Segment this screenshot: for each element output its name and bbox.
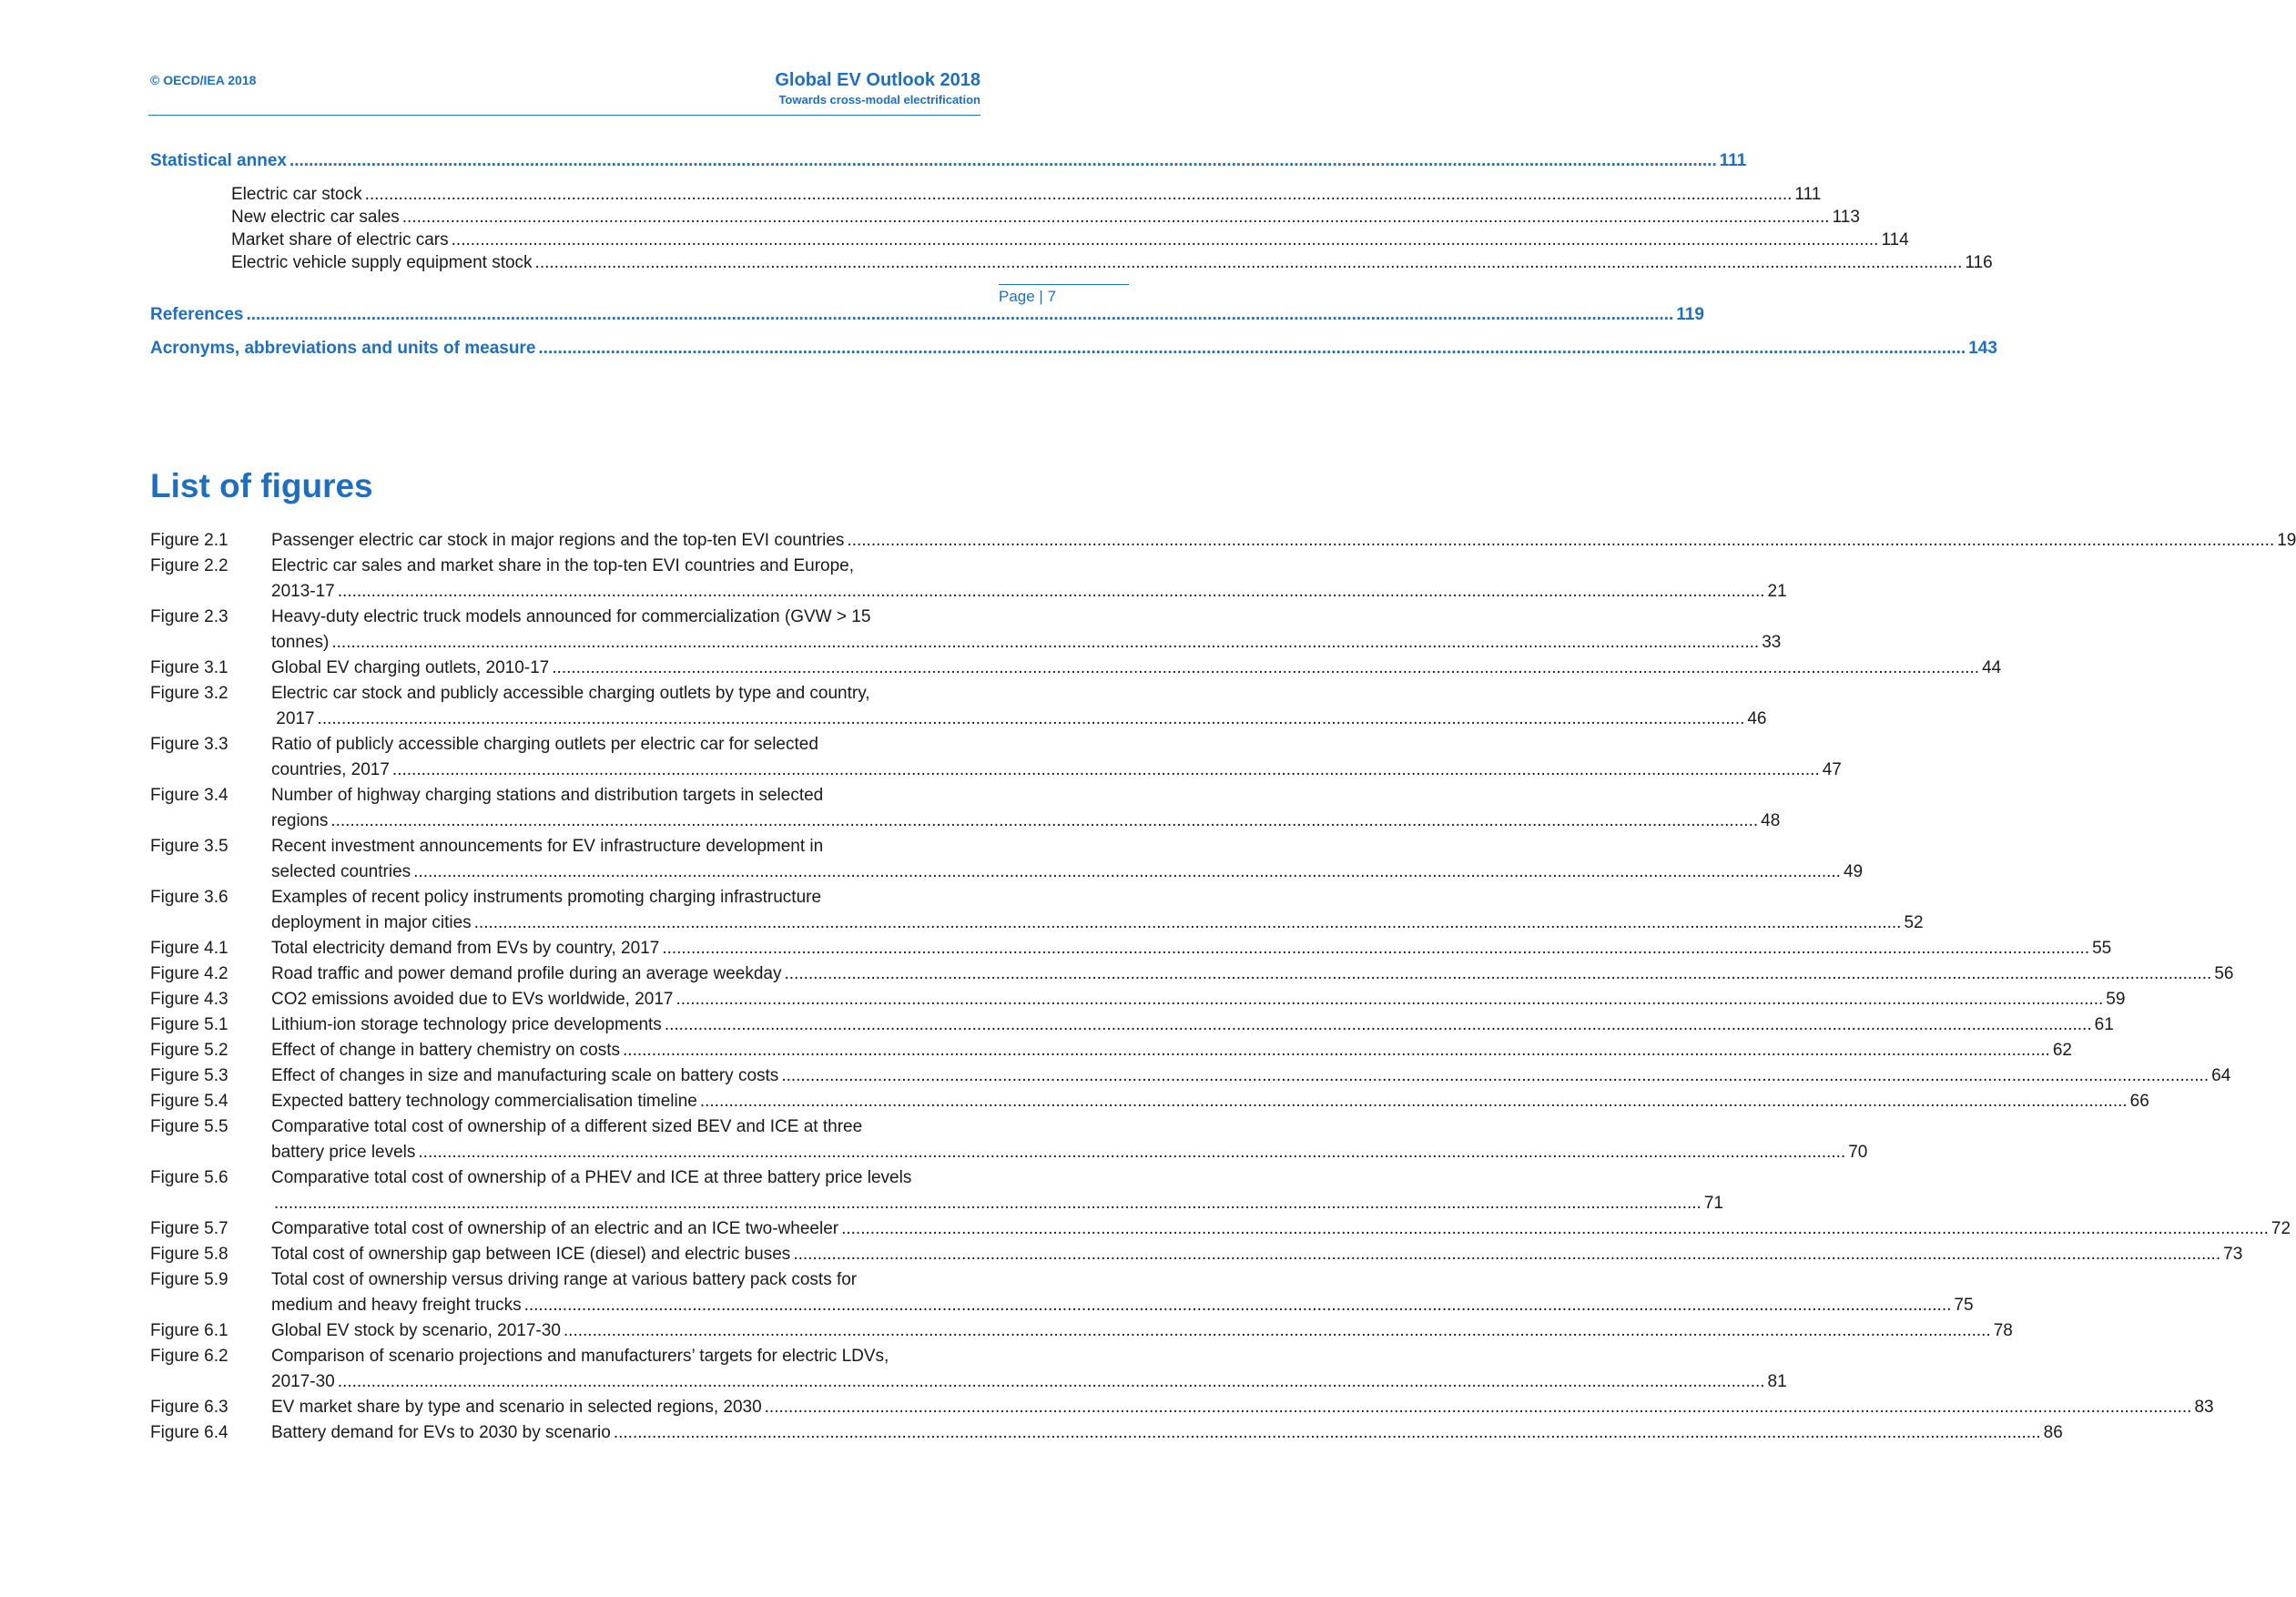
figure-page: 46 <box>1747 709 1767 728</box>
figure-leader-dots <box>841 1216 2269 1242</box>
figure-caption-text: countries, 2017 <box>271 760 390 779</box>
toc-entry[interactable] <box>150 305 1704 331</box>
figure-caption-line: Comparative total cost of ownership of a different sized BEV and ICE at three <box>271 1117 863 1136</box>
figure-page: 55 <box>2092 939 2112 958</box>
figure-caption-final-line <box>271 1191 1723 1216</box>
figure-number: Figure 6.3 <box>150 1398 229 1417</box>
figure-entry[interactable] <box>150 554 1787 605</box>
figure-caption-final-line <box>271 707 1767 732</box>
figure-caption-final-line <box>271 1140 1867 1165</box>
figure-caption-text: Global EV stock by scenario, 2017-30 <box>271 1321 561 1340</box>
toc-leader-dots <box>452 230 1879 250</box>
figure-caption-final-line <box>271 528 2296 554</box>
figure-caption-text: selected countries <box>271 862 411 881</box>
figure-caption-text: regions <box>271 811 329 830</box>
figure-caption-final-line <box>271 656 2001 681</box>
figure-leader-dots <box>676 987 2103 1012</box>
figure-number: Figure 5.3 <box>150 1066 229 1085</box>
figure-caption-text: 2013-17 <box>271 582 335 601</box>
figure-leader-dots <box>524 1293 1952 1318</box>
figure-caption-line: Comparative total cost of ownership of a PHEV and ICE at three battery price levels <box>271 1168 912 1187</box>
figure-caption-final-line <box>271 1369 1787 1395</box>
toc-entry-page: 111 <box>1719 151 1747 170</box>
figure-caption-final-line <box>271 936 2111 961</box>
figure-page: 64 <box>2211 1066 2231 1085</box>
figure-leader-dots <box>392 758 1820 783</box>
figure-caption <box>271 554 1787 605</box>
figure-caption-line: Comparison of scenario projections and manufacturers’ targets for electric LDVs, <box>271 1347 889 1366</box>
figure-number: Figure 3.2 <box>150 684 229 703</box>
figure-caption <box>271 1242 2242 1267</box>
figure-caption-line: Heavy-duty electric truck models announced for commercialization (GVW > 15 <box>271 607 871 626</box>
figure-number: Figure 3.4 <box>150 786 229 805</box>
figure-number: Figure 5.8 <box>150 1245 229 1264</box>
figure-caption <box>271 885 1924 936</box>
figure-page: 75 <box>1954 1296 1974 1315</box>
figure-caption-final-line <box>271 579 1787 605</box>
figure-caption-final-line <box>271 1242 2242 1267</box>
figure-caption-final-line <box>271 758 1842 783</box>
figure-entry[interactable] <box>150 656 2002 681</box>
figure-caption <box>271 834 1863 885</box>
figure-entry[interactable] <box>150 1318 2013 1344</box>
figure-caption <box>271 1395 2214 1420</box>
figure-caption-text: Total electricity demand from EVs by country, 2017 <box>271 939 660 958</box>
figure-entry[interactable] <box>150 961 2234 987</box>
figure-caption <box>271 1165 1723 1216</box>
toc-entry[interactable] <box>150 151 1747 177</box>
figure-caption <box>271 1267 1974 1318</box>
figure-entry[interactable] <box>150 681 1767 732</box>
figure-page: 83 <box>2194 1398 2214 1417</box>
figure-leader-dots <box>413 860 1841 885</box>
figure-number: Figure 4.3 <box>150 990 229 1009</box>
figure-caption-text: 2017 <box>271 709 315 728</box>
figure-leader-dots <box>418 1140 1845 1165</box>
toc-entry[interactable] <box>150 339 1997 364</box>
figure-caption <box>271 1038 2072 1063</box>
toc-entry-title: New electric car sales <box>231 208 400 227</box>
figure-entry[interactable] <box>150 885 1924 936</box>
figure-entry[interactable] <box>150 1344 1787 1395</box>
figure-leader-dots <box>623 1038 2050 1063</box>
figure-entry[interactable] <box>150 936 2112 961</box>
figure-number: Figure 6.1 <box>150 1321 229 1340</box>
figure-caption-final-line <box>271 910 1924 936</box>
figure-caption <box>271 528 2296 554</box>
figure-number: Figure 5.4 <box>150 1092 229 1111</box>
figure-caption-final-line <box>271 809 1780 834</box>
figure-caption-line: Number of highway charging stations and distribution targets in selected <box>271 786 824 805</box>
figure-caption-final-line <box>271 987 2125 1012</box>
figure-caption <box>271 1216 2291 1242</box>
page-number: Page | 7 <box>999 288 1057 305</box>
header-subtitle: Towards cross-modal electrification <box>778 93 980 107</box>
figure-entry[interactable] <box>150 987 2126 1012</box>
figure-caption-final-line <box>271 1420 2063 1446</box>
figure-entry[interactable] <box>150 732 1842 783</box>
figure-caption-text: Total cost of ownership gap between ICE (diesel) and electric buses <box>271 1245 791 1264</box>
figure-entry[interactable] <box>150 783 1781 834</box>
figure-number: Figure 3.6 <box>150 888 229 907</box>
figure-caption-text: battery price levels <box>271 1143 416 1162</box>
toc-entry-title: Acronyms, abbreviations and units of measure <box>150 339 536 358</box>
figure-page: 49 <box>1843 862 1864 881</box>
figure-page: 86 <box>2043 1423 2063 1442</box>
figure-leader-dots <box>785 961 2212 987</box>
figure-leader-dots <box>338 1369 1765 1395</box>
toc-entry-title: Statistical annex <box>150 151 287 170</box>
figure-entry[interactable] <box>150 1242 2243 1267</box>
figure-number: Figure 5.9 <box>150 1270 229 1289</box>
figure-caption <box>271 605 1781 656</box>
figure-caption-final-line <box>271 1395 2214 1420</box>
figure-entry[interactable] <box>150 1114 1868 1165</box>
figure-number: Figure 2.2 <box>150 556 229 575</box>
figure-number: Figure 5.2 <box>150 1041 229 1060</box>
figure-caption-line: Total cost of ownership versus driving range at various battery pack costs for <box>271 1270 858 1289</box>
figure-caption-final-line <box>271 1318 2013 1344</box>
figure-caption-final-line <box>271 630 1781 656</box>
figure-leader-dots <box>700 1089 2128 1114</box>
figure-caption-final-line <box>271 1063 2230 1089</box>
figure-caption-line: Electric car sales and market share in the top-ten EVI countries and Europe, <box>271 556 854 575</box>
figure-entry[interactable] <box>150 528 2296 554</box>
figure-leader-dots <box>552 656 1979 681</box>
figure-leader-dots <box>847 528 2274 554</box>
toc-entry-title: Electric car stock <box>231 185 362 204</box>
figure-caption <box>271 1344 1787 1395</box>
figure-entry[interactable] <box>150 1012 2114 1038</box>
figure-caption <box>271 936 2111 961</box>
figure-number: Figure 5.6 <box>150 1168 229 1187</box>
figure-number: Figure 2.1 <box>150 531 229 550</box>
page-number-divider <box>999 284 1129 285</box>
figure-caption-text: Battery demand for EVs to 2030 by scenario <box>271 1423 611 1442</box>
toc-leader-dots <box>402 208 1830 228</box>
figure-caption <box>271 987 2125 1012</box>
toc-entry-page: 113 <box>1832 208 1860 227</box>
figure-leader-dots <box>614 1420 2041 1446</box>
toc-entry[interactable] <box>231 208 1860 233</box>
figure-caption-text: CO2 emissions avoided due to EVs worldwide, 2017 <box>271 990 674 1009</box>
figure-entry[interactable] <box>150 1395 2214 1420</box>
figure-caption <box>271 1420 2063 1446</box>
toc-entry-page: 119 <box>1676 305 1704 324</box>
figure-caption-text: Road traffic and power demand profile during an average weekday <box>271 964 782 983</box>
figure-caption <box>271 1318 2013 1344</box>
figure-page: 59 <box>2106 990 2126 1009</box>
figure-leader-dots <box>338 579 1765 605</box>
toc-entry-page: 143 <box>1968 339 1997 358</box>
figure-entry[interactable] <box>150 605 1782 656</box>
figure-leader-dots <box>474 910 1902 936</box>
figure-caption-final-line <box>271 860 1863 885</box>
figure-caption-text: Lithium-ion storage technology price developments <box>271 1015 662 1034</box>
figure-entry[interactable] <box>150 1267 1974 1318</box>
toc-entry-title: References <box>150 305 244 324</box>
figure-page: 72 <box>2271 1219 2291 1238</box>
toc-entry-page: 111 <box>1794 185 1822 204</box>
figure-caption <box>271 961 2233 987</box>
toc-leader-dots <box>290 151 1717 171</box>
figure-page: 56 <box>2214 964 2234 983</box>
header-title: Global EV Outlook 2018 <box>775 70 980 90</box>
figure-caption-line: Recent investment announcements for EV infrastructure development in <box>271 837 824 856</box>
figure-entry[interactable] <box>150 1089 2149 1114</box>
toc-entry-title: Electric vehicle supply equipment stock <box>231 253 533 272</box>
figure-leader-dots <box>765 1395 2192 1420</box>
header-divider <box>148 115 980 116</box>
figure-caption-text: Effect of changes in size and manufacturing scale on battery costs <box>271 1066 779 1085</box>
header-copyright: © OECD/IEA 2018 <box>150 73 257 87</box>
figure-number: Figure 3.5 <box>150 837 229 856</box>
figure-caption <box>271 1063 2230 1089</box>
figure-caption <box>271 1114 1867 1165</box>
figure-caption-line: Electric car stock and publicly accessible charging outlets by type and country, <box>271 684 870 703</box>
figure-number: Figure 5.1 <box>150 1015 229 1034</box>
figure-page: 48 <box>1761 811 1781 830</box>
toc-entry[interactable] <box>231 185 1822 210</box>
figure-list <box>150 528 2296 1446</box>
figure-leader-dots <box>331 630 1759 656</box>
figure-entry[interactable] <box>150 1420 2063 1446</box>
figure-caption-text: EV market share by type and scenario in selected regions, 2030 <box>271 1398 762 1417</box>
figure-number: Figure 2.3 <box>150 607 229 626</box>
figure-page: 81 <box>1767 1372 1787 1391</box>
toc-entry[interactable] <box>231 253 1993 279</box>
figure-page: 73 <box>2223 1245 2243 1264</box>
figure-caption <box>271 1012 2114 1038</box>
toc-leader-dots <box>538 339 1966 359</box>
figure-number: Figure 6.4 <box>150 1423 229 1442</box>
figure-entry[interactable] <box>150 834 1864 885</box>
figure-entry[interactable] <box>150 1063 2231 1089</box>
figure-number: Figure 4.1 <box>150 939 229 958</box>
figure-page: 66 <box>2129 1092 2149 1111</box>
figure-caption-final-line <box>271 1089 2149 1114</box>
figure-number: Figure 6.2 <box>150 1347 229 1366</box>
figure-leader-dots <box>665 1012 2092 1038</box>
figure-page: 52 <box>1904 913 1924 932</box>
figure-caption-line: Examples of recent policy instruments promoting charging infrastructure <box>271 888 822 907</box>
figure-page: 21 <box>1767 582 1787 601</box>
figure-leader-dots <box>781 1063 2209 1089</box>
figure-page: 47 <box>1822 760 1842 779</box>
figure-caption-text: medium and heavy freight trucks <box>271 1296 522 1315</box>
toc-leader-dots <box>246 305 1673 325</box>
figure-caption-final-line <box>271 961 2233 987</box>
figure-entry[interactable] <box>150 1038 2072 1063</box>
toc-leader-dots <box>535 253 1963 273</box>
figure-page: 62 <box>2052 1041 2072 1060</box>
toc-entry-title: Market share of electric cars <box>231 230 449 249</box>
figure-caption-text: Expected battery technology commercialisation timeline <box>271 1092 697 1111</box>
figure-caption-text: Comparative total cost of ownership of an electric and an ICE two-wheeler <box>271 1219 839 1238</box>
toc-leader-dots <box>365 185 1793 205</box>
figure-caption <box>271 656 2001 681</box>
header-block <box>775 68 980 108</box>
figure-number: Figure 5.5 <box>150 1117 229 1136</box>
figure-number: Figure 5.7 <box>150 1219 229 1238</box>
toc-entry[interactable] <box>231 230 1909 256</box>
figure-caption-text: Global EV charging outlets, 2010-17 <box>271 658 550 677</box>
figure-caption-line: Ratio of publicly accessible charging outlets per electric car for selected <box>271 735 818 754</box>
figure-caption-text: Effect of change in battery chemistry on costs <box>271 1041 621 1060</box>
figure-number: Figure 3.3 <box>150 735 229 754</box>
figure-leader-dots <box>564 1318 1991 1344</box>
figure-caption <box>271 783 1780 834</box>
figure-caption-text: Passenger electric car stock in major regions and the top-ten EVI countries <box>271 531 845 550</box>
figure-caption-text: tonnes) <box>271 633 330 652</box>
figure-page: 33 <box>1762 633 1782 652</box>
figure-leader-dots <box>793 1242 2220 1267</box>
toc-entry-page: 116 <box>1965 253 1993 272</box>
figure-caption-text: deployment in major cities <box>271 913 472 932</box>
list-of-figures-heading: List of figures <box>150 467 373 504</box>
figure-page: 70 <box>1848 1143 1868 1162</box>
figure-leader-dots <box>318 707 1745 732</box>
figure-number: Figure 3.1 <box>150 658 229 677</box>
figure-page: 61 <box>2094 1015 2114 1034</box>
figure-entry[interactable] <box>150 1165 1723 1216</box>
figure-caption-final-line <box>271 1216 2291 1242</box>
figure-page: 78 <box>1993 1321 2013 1340</box>
figure-caption-text: 2017-30 <box>271 1372 335 1391</box>
figure-leader-dots <box>662 936 2089 961</box>
figure-caption-final-line <box>271 1293 1974 1318</box>
toc-entry-page: 114 <box>1881 230 1909 249</box>
figure-page: 19 <box>2277 531 2296 550</box>
figure-entry[interactable] <box>150 1216 2291 1242</box>
figure-page: 71 <box>1703 1194 1723 1213</box>
figure-caption <box>271 681 1767 732</box>
figure-caption <box>271 732 1842 783</box>
figure-number: Figure 4.2 <box>150 964 229 983</box>
figure-caption-final-line <box>271 1012 2114 1038</box>
figure-page: 44 <box>1982 658 2002 677</box>
figure-leader-dots <box>330 809 1758 834</box>
figure-caption <box>271 1089 2149 1114</box>
figure-caption-final-line <box>271 1038 2072 1063</box>
figure-leader-dots <box>274 1191 1702 1216</box>
